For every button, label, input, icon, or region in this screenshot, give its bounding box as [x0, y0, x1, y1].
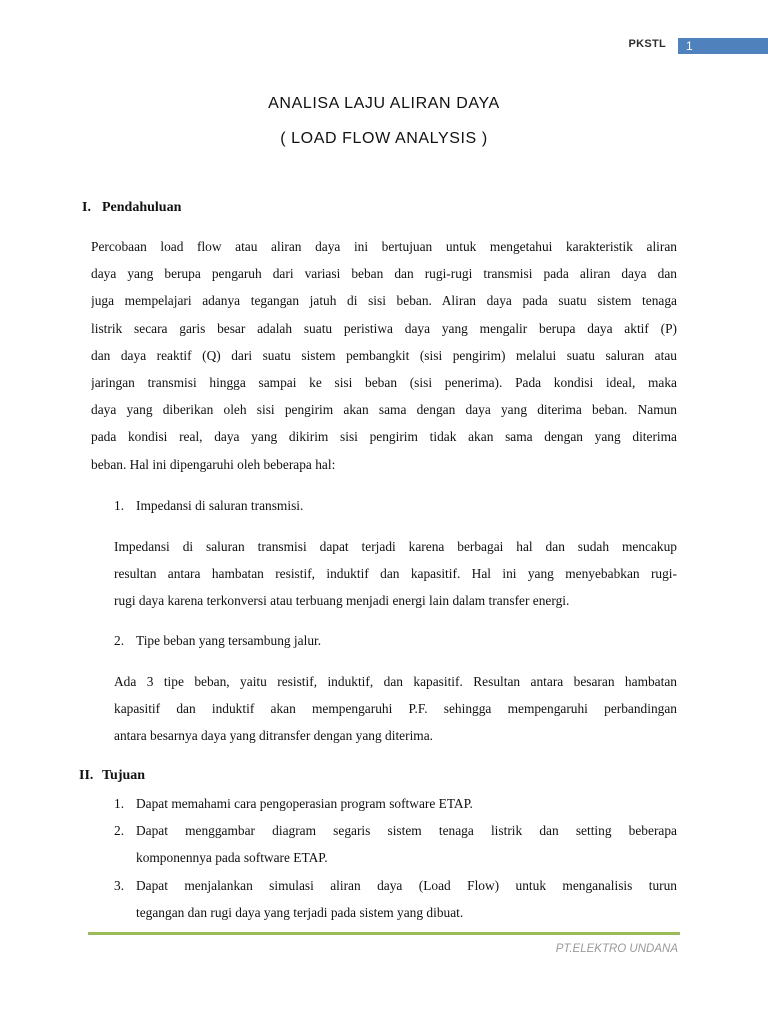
paragraph-line: pada kondisi real, daya yang dikirim sisi pengirim tidak akan sama dengan yang diterima	[91, 429, 677, 445]
paragraph-line: Impedansi di saluran transmisi dapat terjadi karena berbagai hal dan sudah mencakup	[114, 539, 677, 554]
footer-rule	[88, 932, 680, 935]
objective-text: Dapat menjalankan simulasi aliran daya (Load Flow) untuk menganalisis turun	[136, 878, 677, 893]
section-number: I.	[82, 200, 91, 215]
paragraph-line: jaringan transmisi hingga sampai ke sisi beban (sisi penerima). Pada kondisi ideal, maka	[91, 374, 677, 390]
document-subtitle: ( LOAD FLOW ANALYSIS )	[280, 130, 488, 147]
item-description	[114, 533, 677, 614]
list-number: 1.	[114, 796, 125, 811]
paragraph-line: daya yang diberikan oleh sisi pengirim akan sama dengan daya yang diterima beban. Namun	[91, 402, 677, 418]
section-heading-tujuan	[79, 768, 145, 784]
list-number: 1.	[114, 498, 125, 513]
page-number-badge: 1	[678, 38, 768, 54]
paragraph-line: dan daya reaktif (Q) dari suatu sistem pembangkit (sisi pengirim) melalui suatu saluran atau	[91, 347, 677, 363]
list-number: 2.	[114, 823, 125, 838]
paragraph-line: Ada 3 tipe beban, yaitu resistif, induktif, dan kapasitif. Resultan antara besaran hambatan	[114, 674, 677, 689]
paragraph-line: antara besarnya daya yang ditransfer dengan yang diterima.	[114, 728, 434, 743]
footer-text: PT.ELEKTRO UNDANA	[555, 943, 678, 955]
list-number: 2.	[114, 633, 125, 648]
objective-text: Dapat menggambar diagram segaris sistem tenaga listrik dan setting beberapa	[136, 823, 677, 838]
paragraph-line: Percobaan load flow atau aliran daya ini bertujuan untuk mengetahui karakteristik aliran	[91, 239, 677, 254]
paragraph-line: juga mempelajari adanya tegangan jatuh di sisi beban. Aliran daya pada suatu sistem tenaga	[91, 293, 677, 309]
list-item	[114, 492, 674, 519]
header-label: PKSTL	[628, 38, 666, 50]
list-item	[114, 627, 674, 654]
section-title: Tujuan	[102, 768, 146, 783]
document-title: ANALISA LAJU ALIRAN DAYA	[268, 95, 500, 112]
paragraph-line: rugi daya karena terkonversi atau terbuang menjadi energi lain dalam transfer energi.	[114, 593, 570, 608]
list-number: 3.	[114, 878, 125, 893]
objective-text: Dapat memahami cara pengoperasian program software ETAP.	[136, 796, 473, 811]
paragraph-line: listrik secara garis besar adalah suatu peristiwa daya yang mengalir berupa daya aktif (P)	[91, 320, 677, 336]
section-heading-pendahuluan	[82, 200, 181, 216]
objective-text: tegangan dan rugi daya yang terjadi pada sistem yang dibuat.	[136, 905, 464, 920]
objective-item	[114, 790, 677, 817]
objective-item	[114, 872, 677, 926]
paragraph-line: beban. Hal ini dipengaruhi oleh beberapa hal:	[91, 456, 336, 472]
paragraph-line: resultan antara hambatan resistif, induktif dan kapasitif. Hal ini yang menyebabkan rugi-	[114, 566, 677, 581]
paragraph-line: daya yang berupa pengaruh dari variasi beban dan rugi-rugi transmisi pada aliran daya dan	[91, 266, 677, 282]
objective-text: komponennya pada software ETAP.	[136, 850, 328, 865]
objective-item	[114, 817, 677, 871]
intro-paragraph	[91, 233, 677, 478]
item-description	[114, 668, 677, 749]
section-number: II.	[79, 768, 94, 783]
list-item-title: Tipe beban yang tersambung jalur.	[136, 633, 322, 648]
section-title: Pendahuluan	[102, 200, 182, 215]
paragraph-line: kapasitif dan induktif akan mempengaruhi P.F. sehingga mempengaruhi perbandingan	[114, 701, 677, 716]
list-item-title: Impedansi di saluran transmisi.	[136, 498, 304, 513]
